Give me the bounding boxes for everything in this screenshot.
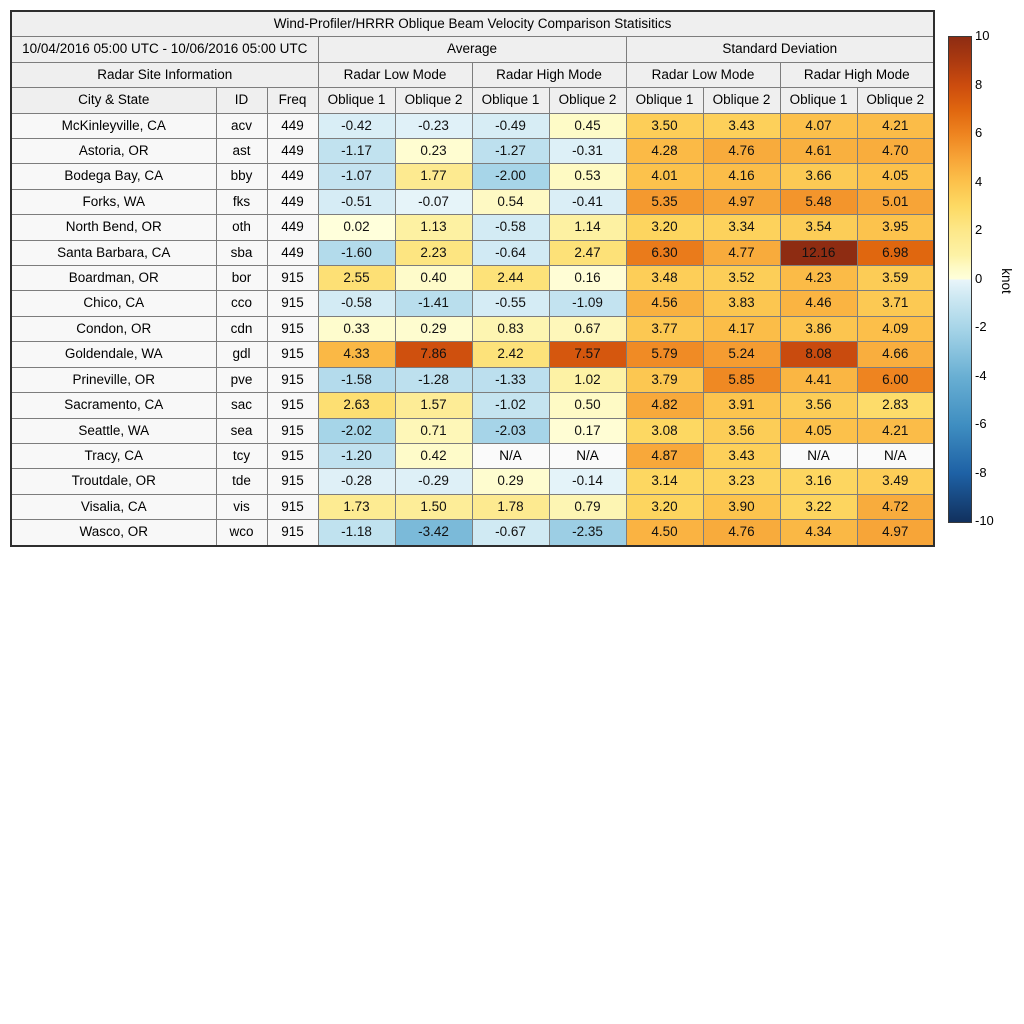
value-cell: 0.29 [472,469,549,494]
value-cell: 0.29 [395,316,472,341]
avg-high-mode-header: Radar High Mode [472,62,626,87]
value-cell: 6.98 [857,240,934,265]
value-cell: -0.31 [549,139,626,164]
cell-site-id: fks [216,189,267,214]
value-cell: 0.71 [395,418,472,443]
value-cell: -1.58 [318,367,395,392]
cell-city-state: Boardman, OR [11,266,216,291]
table-row [11,520,934,546]
value-cell: -0.58 [318,291,395,316]
table-row [11,342,934,367]
value-cell: 4.76 [703,139,780,164]
value-cell: -2.03 [472,418,549,443]
value-cell: 3.43 [703,113,780,138]
value-cell: 0.83 [472,316,549,341]
cell-frequency: 449 [267,139,318,164]
value-cell: 0.16 [549,266,626,291]
value-cell: 0.17 [549,418,626,443]
std-high-mode-header: Radar High Mode [780,62,934,87]
value-cell: 2.83 [857,393,934,418]
value-cell: 3.52 [703,266,780,291]
value-cell: 0.40 [395,266,472,291]
table-row [11,418,934,443]
value-cell: -0.51 [318,189,395,214]
id-header: ID [216,88,267,113]
value-cell: -2.35 [549,520,626,546]
value-cell: 0.02 [318,215,395,240]
cell-site-id: gdl [216,342,267,367]
value-cell: -1.33 [472,367,549,392]
table-row [11,316,934,341]
oblique-column-header: Oblique 1 [626,88,703,113]
column-header-row [11,88,934,113]
cell-city-state: Goldendale, WA [11,342,216,367]
freq-header: Freq [267,88,318,113]
oblique-column-header: Oblique 1 [472,88,549,113]
table-row [11,240,934,265]
oblique-column-header: Oblique 2 [703,88,780,113]
value-cell: 4.33 [318,342,395,367]
cell-city-state: Santa Barbara, CA [11,240,216,265]
date-range: 10/04/2016 05:00 UTC - 10/06/2016 05:00 UTC [11,37,318,62]
cell-city-state: Forks, WA [11,189,216,214]
value-cell: -0.41 [549,189,626,214]
value-cell: 4.56 [626,291,703,316]
colorbar-tick-label: -8 [975,464,987,480]
table-row [11,494,934,519]
value-cell: 4.77 [703,240,780,265]
cell-frequency: 915 [267,367,318,392]
value-cell: 0.42 [395,443,472,468]
value-cell: 4.87 [626,443,703,468]
std-dev-group-header: Standard Deviation [626,37,934,62]
table-row [11,113,934,138]
value-cell: -0.42 [318,113,395,138]
cell-city-state: Condon, OR [11,316,216,341]
oblique-column-header: Oblique 2 [857,88,934,113]
cell-city-state: Chico, CA [11,291,216,316]
value-cell: 3.34 [703,215,780,240]
table-row [11,367,934,392]
colorbar-tick-label: 6 [975,125,983,140]
value-cell: 4.41 [780,367,857,392]
value-cell: 6.00 [857,367,934,392]
cell-city-state: McKinleyville, CA [11,113,216,138]
value-cell: -0.28 [318,469,395,494]
colorbar-tick-label: -10 [975,513,994,528]
value-cell: -1.02 [472,393,549,418]
value-cell: 3.95 [857,215,934,240]
value-cell: 0.79 [549,494,626,519]
value-cell: 4.72 [857,494,934,519]
cell-city-state: Astoria, OR [11,139,216,164]
cell-frequency: 915 [267,342,318,367]
value-cell: 5.35 [626,189,703,214]
cell-site-id: acv [216,113,267,138]
cell-site-id: sac [216,393,267,418]
value-cell: 3.20 [626,494,703,519]
cell-frequency: 449 [267,240,318,265]
colorbar-tick-label: -6 [975,416,987,431]
oblique-column-header: Oblique 1 [780,88,857,113]
cell-site-id: vis [216,494,267,519]
value-cell: 0.33 [318,316,395,341]
cell-site-id: cdn [216,316,267,341]
cell-frequency: 449 [267,113,318,138]
value-cell: 5.79 [626,342,703,367]
value-cell: 4.07 [780,113,857,138]
value-cell: -0.55 [472,291,549,316]
value-cell: 4.61 [780,139,857,164]
cell-site-id: sba [216,240,267,265]
cell-frequency: 915 [267,266,318,291]
title-row [11,11,934,37]
value-cell: 5.01 [857,189,934,214]
cell-site-id: wco [216,520,267,546]
colorbar-unit-label: knot [999,268,1014,294]
value-cell: 4.09 [857,316,934,341]
value-cell: 3.22 [780,494,857,519]
value-cell: 4.28 [626,139,703,164]
value-cell: 3.14 [626,469,703,494]
value-cell: 3.86 [780,316,857,341]
cell-city-state: Troutdale, OR [11,469,216,494]
cell-city-state: Tracy, CA [11,443,216,468]
table-row [11,393,934,418]
value-cell: 1.02 [549,367,626,392]
cell-city-state: Bodega Bay, CA [11,164,216,189]
value-cell: 1.73 [318,494,395,519]
value-cell: 12.16 [780,240,857,265]
value-cell: -2.00 [472,164,549,189]
value-cell: N/A [472,443,549,468]
value-cell: 5.24 [703,342,780,367]
value-cell: -0.29 [395,469,472,494]
value-cell: 0.23 [395,139,472,164]
colorbar-tick-label: 0 [975,270,983,286]
value-cell: -0.07 [395,189,472,214]
value-cell: 6.30 [626,240,703,265]
cell-site-id: oth [216,215,267,240]
value-cell: -1.41 [395,291,472,316]
cell-frequency: 915 [267,443,318,468]
value-cell: 4.46 [780,291,857,316]
cell-site-id: bby [216,164,267,189]
comparison-statistics-table [10,10,935,547]
cell-site-id: cco [216,291,267,316]
value-cell: -3.42 [395,520,472,546]
group-header-row [11,37,934,62]
cell-frequency: 915 [267,520,318,546]
value-cell: 3.90 [703,494,780,519]
cell-site-id: sea [216,418,267,443]
cell-city-state: Wasco, OR [11,520,216,546]
value-cell: 1.14 [549,215,626,240]
value-cell: -1.28 [395,367,472,392]
value-cell: 4.97 [703,189,780,214]
value-cell: 0.50 [549,393,626,418]
cell-frequency: 449 [267,189,318,214]
cell-city-state: Prineville, OR [11,367,216,392]
value-cell: 2.63 [318,393,395,418]
value-cell: 4.05 [780,418,857,443]
table-row [11,469,934,494]
value-cell: 2.44 [472,266,549,291]
value-cell: 3.71 [857,291,934,316]
value-cell: 0.53 [549,164,626,189]
cell-city-state: Sacramento, CA [11,393,216,418]
city-state-header: City & State [11,88,216,113]
avg-low-mode-header: Radar Low Mode [318,62,472,87]
oblique-column-header: Oblique 1 [318,88,395,113]
value-cell: -0.14 [549,469,626,494]
value-cell: -1.60 [318,240,395,265]
table-row [11,164,934,189]
value-cell: 4.16 [703,164,780,189]
value-cell: 4.97 [857,520,934,546]
value-cell: 1.57 [395,393,472,418]
cell-site-id: bor [216,266,267,291]
value-cell: 5.48 [780,189,857,214]
cell-frequency: 449 [267,215,318,240]
value-cell: 3.77 [626,316,703,341]
table-row [11,189,934,214]
cell-frequency: 915 [267,494,318,519]
value-cell: 5.85 [703,367,780,392]
value-cell: 4.21 [857,418,934,443]
value-cell: -2.02 [318,418,395,443]
table-title: Wind-Profiler/HRRR Oblique Beam Velocity Comparison Statisitics [11,11,934,37]
value-cell: 2.47 [549,240,626,265]
value-cell: -1.18 [318,520,395,546]
value-cell: 1.78 [472,494,549,519]
value-cell: 1.13 [395,215,472,240]
cell-site-id: pve [216,367,267,392]
value-cell: 4.21 [857,113,934,138]
cell-site-id: ast [216,139,267,164]
value-cell: N/A [549,443,626,468]
value-cell: -1.17 [318,139,395,164]
value-cell: 3.43 [703,443,780,468]
value-cell: -0.67 [472,520,549,546]
cell-frequency: 915 [267,469,318,494]
value-cell: -0.58 [472,215,549,240]
value-cell: 4.66 [857,342,934,367]
value-cell: N/A [857,443,934,468]
table-row [11,266,934,291]
value-cell: 4.17 [703,316,780,341]
cell-frequency: 449 [267,164,318,189]
cell-site-id: tcy [216,443,267,468]
value-cell: 0.67 [549,316,626,341]
value-cell: 3.20 [626,215,703,240]
value-cell: -1.20 [318,443,395,468]
colorbar-tick-label: 2 [975,222,983,237]
value-cell: 4.34 [780,520,857,546]
value-cell: 4.82 [626,393,703,418]
value-cell: -1.07 [318,164,395,189]
value-cell: 4.01 [626,164,703,189]
value-cell: 3.66 [780,164,857,189]
value-cell: 4.23 [780,266,857,291]
mode-header-row [11,62,934,87]
value-cell: 3.83 [703,291,780,316]
value-cell: 3.59 [857,266,934,291]
average-group-header: Average [318,37,626,62]
value-cell: 3.49 [857,469,934,494]
value-cell: 1.50 [395,494,472,519]
value-cell: 3.56 [703,418,780,443]
site-info-header: Radar Site Information [11,62,318,87]
value-cell: 3.23 [703,469,780,494]
value-cell: 0.54 [472,189,549,214]
value-cell: 4.76 [703,520,780,546]
value-cell: 2.42 [472,342,549,367]
cell-frequency: 915 [267,291,318,316]
value-cell: 7.86 [395,342,472,367]
colorbar-tick-label: 10 [975,28,990,43]
table-row [11,443,934,468]
oblique-column-header: Oblique 2 [395,88,472,113]
value-cell: 3.79 [626,367,703,392]
value-cell: 3.54 [780,215,857,240]
cell-city-state: Seattle, WA [11,418,216,443]
cell-city-state: Visalia, CA [11,494,216,519]
cell-city-state: North Bend, OR [11,215,216,240]
value-cell: 3.08 [626,418,703,443]
colorbar-gradient [948,36,972,523]
value-cell: 3.50 [626,113,703,138]
colorbar-tick-label: -4 [975,367,987,383]
cell-frequency: 915 [267,393,318,418]
table-row [11,291,934,316]
cell-frequency: 915 [267,418,318,443]
table-row [11,139,934,164]
value-cell: 3.56 [780,393,857,418]
value-cell: -0.49 [472,113,549,138]
value-cell: -1.27 [472,139,549,164]
value-cell: 4.70 [857,139,934,164]
value-cell: 8.08 [780,342,857,367]
std-low-mode-header: Radar Low Mode [626,62,780,87]
value-cell: 2.55 [318,266,395,291]
colorbar-tick-label: 4 [975,173,983,189]
table-row [11,215,934,240]
value-cell: 3.91 [703,393,780,418]
value-cell: 3.48 [626,266,703,291]
value-cell: 4.05 [857,164,934,189]
cell-site-id: tde [216,469,267,494]
value-cell: 0.45 [549,113,626,138]
value-cell: -1.09 [549,291,626,316]
colorbar-tick-label: -2 [975,319,987,334]
cell-frequency: 915 [267,316,318,341]
value-cell: N/A [780,443,857,468]
value-cell: 1.77 [395,164,472,189]
value-cell: -0.23 [395,113,472,138]
value-cell: -0.64 [472,240,549,265]
value-cell: 3.16 [780,469,857,494]
value-cell: 4.50 [626,520,703,546]
oblique-column-header: Oblique 2 [549,88,626,113]
value-cell: 2.23 [395,240,472,265]
colorbar-tick-label: 8 [975,76,983,92]
value-cell: 7.57 [549,342,626,367]
